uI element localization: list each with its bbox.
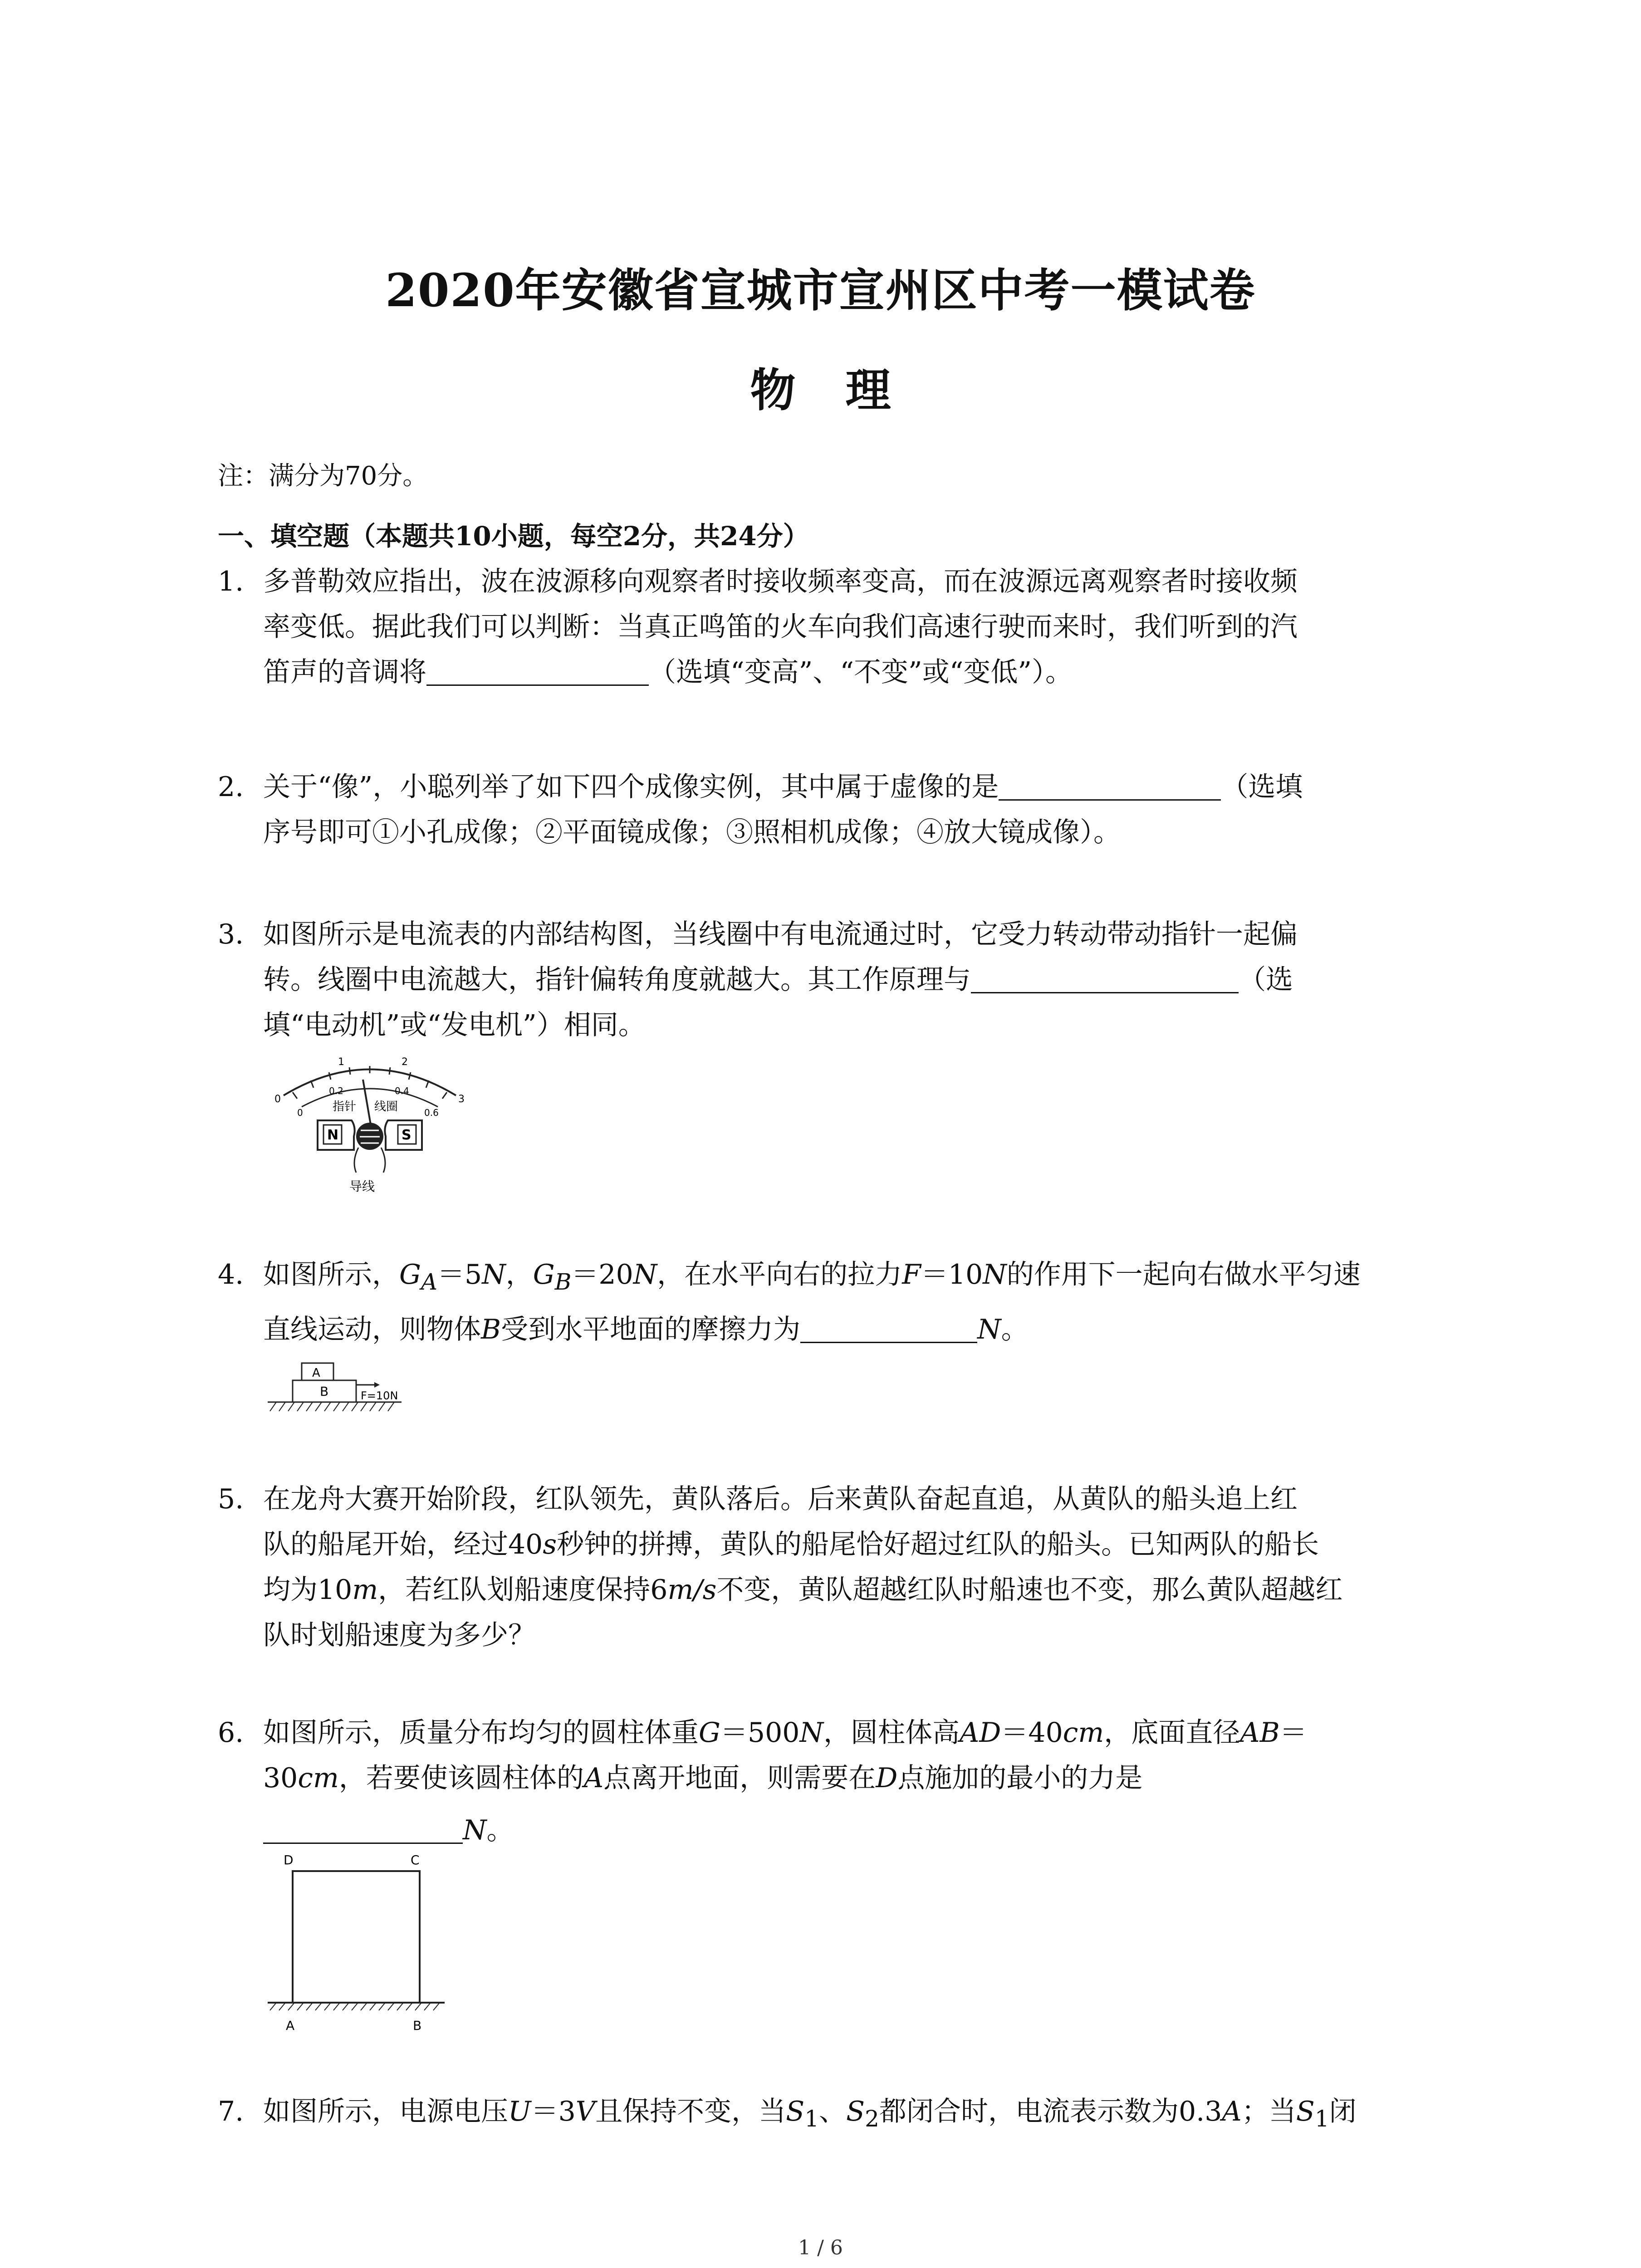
math-symbol: S xyxy=(846,2096,865,2127)
cylinder-figure xyxy=(265,1851,456,2037)
text: 都闭合时，电流表示数为0.3 xyxy=(879,2096,1222,2127)
text: 笛声的音调将 xyxy=(263,656,426,688)
question-number: 3. xyxy=(218,919,244,950)
text: ＝10 xyxy=(921,1259,983,1290)
text: ，若要使该圆柱体的 xyxy=(338,1762,584,1794)
question-line xyxy=(263,764,1452,810)
question-line: 在龙舟大赛开始阶段，红队领先，黄队落后。后来黄队奋起直追，从黄队的船头追上红 xyxy=(263,1483,1298,1515)
text: 队的船尾开始，经过40 xyxy=(263,1529,543,1560)
text: 关于“像”，小聪列举了如下四个成像实例，其中属于虚像的是 xyxy=(263,771,999,803)
question-number: 6. xyxy=(218,1717,244,1749)
math-subscript: B xyxy=(554,1269,572,1295)
text: 转。线圈中电流越大，指针偏转角度就越大。其工作原理与 xyxy=(263,964,971,996)
text: 且保持不变，当 xyxy=(595,2096,786,2127)
subject-char-1: 物 xyxy=(750,363,796,417)
math-symbol: AB xyxy=(1240,1717,1280,1749)
question-line xyxy=(263,1522,1452,1567)
pointer-needle xyxy=(363,1080,371,1127)
math-subscript: 2 xyxy=(865,2106,879,2132)
question-number: 5. xyxy=(218,1483,244,1515)
math-unit: N xyxy=(463,1814,487,1846)
inner-tick-label: 0.4 xyxy=(395,1085,409,1096)
outer-tick-label: 0 xyxy=(274,1094,281,1105)
question-line xyxy=(263,1252,1452,1305)
north-label: N xyxy=(327,1127,339,1143)
math-unit: V xyxy=(575,2096,596,2127)
ground-hatch xyxy=(270,1402,394,1411)
math-subscript: 1 xyxy=(1314,2106,1329,2132)
math-unit: N xyxy=(482,1259,506,1290)
question-number: 4. xyxy=(218,1259,244,1290)
math-symbol: G xyxy=(533,1259,555,1290)
blocks-figure xyxy=(265,1359,429,1422)
page-number: 1 / 6 xyxy=(798,2236,843,2259)
point-c-label: C xyxy=(411,1853,420,1867)
south-label: S xyxy=(402,1127,411,1143)
math-symbol: D xyxy=(876,1762,898,1794)
text: 闭 xyxy=(1329,2096,1357,2127)
math-symbol: A xyxy=(583,1762,604,1794)
math-symbol: G xyxy=(399,1259,421,1290)
question-number: 2. xyxy=(218,771,244,803)
math-unit: cm xyxy=(1063,1717,1104,1749)
text: 不变，黄队超越红队时船速也不变，那么黄队超越红 xyxy=(716,1574,1343,1606)
question-line xyxy=(263,1808,1452,1853)
question-line: 序号即可①小孔成像；②平面镜成像；③照相机成像；④放大镜成像）。 xyxy=(263,816,1121,848)
text: 点离开地面，则需要在 xyxy=(603,1762,876,1794)
math-unit: m/s xyxy=(667,1574,717,1606)
inner-tick-label: 0 xyxy=(297,1107,303,1118)
point-b-label: B xyxy=(413,2018,422,2033)
math-symbol: G xyxy=(699,1717,720,1749)
math-symbol: F xyxy=(902,1259,921,1290)
exam-title: 2020年安徽省宣城市宣州区中考一模试卷 xyxy=(385,264,1256,317)
math-unit: m xyxy=(352,1574,378,1606)
text: 、 xyxy=(819,2096,847,2127)
question-number: 1. xyxy=(218,566,244,597)
question-line: 队时划船速度为多少？ xyxy=(263,1619,535,1651)
text: ＝3 xyxy=(531,2096,576,2127)
answer-blank[interactable] xyxy=(426,657,649,686)
math-symbol: S xyxy=(786,2096,805,2127)
question-number: 7. xyxy=(218,2096,244,2127)
question-6 xyxy=(218,1710,1452,1853)
question-line: 多普勒效应指出，波在波源移向观察者时接收频率变高，而在波源远离观察者时接收频 xyxy=(263,566,1298,597)
block-b-label: B xyxy=(320,1384,329,1399)
math-symbol: AD xyxy=(959,1717,1001,1749)
force-label: F=10N xyxy=(361,1389,398,1402)
text: 。 xyxy=(1001,1314,1029,1345)
question-line xyxy=(263,957,1452,1002)
outer-tick-label: 3 xyxy=(458,1094,465,1105)
text: 。 xyxy=(486,1814,514,1846)
question-7 xyxy=(218,2089,1452,2141)
text: ，若红队划船速度保持6 xyxy=(378,1574,668,1606)
score-note: 注：满分为70分。 xyxy=(218,461,428,491)
text: 秒钟的拼搏，黄队的船尾恰好超过红队的船头。已知两队的船长 xyxy=(557,1529,1319,1560)
question-line xyxy=(263,650,1452,695)
point-d-label: D xyxy=(284,1853,294,1867)
answer-blank[interactable] xyxy=(971,965,1239,993)
ground-hatch xyxy=(270,2003,440,2010)
question-line xyxy=(263,1567,1452,1613)
text: ＝20 xyxy=(571,1259,633,1290)
question-line xyxy=(263,2089,1452,2141)
section-heading: 一、填空题（本题共10小题，每空2分，共24分） xyxy=(218,521,809,552)
text: 受到水平地面的摩擦力为 xyxy=(501,1314,801,1345)
text: ＝40 xyxy=(1001,1717,1063,1749)
wire xyxy=(354,1148,385,1173)
text: 如图所示，电源电压 xyxy=(263,2096,508,2127)
math-symbol: B xyxy=(481,1314,501,1345)
ammeter-figure xyxy=(265,1052,474,1202)
text: ；当 xyxy=(1241,2096,1296,2127)
question-line: 率变低。据此我们可以判断：当真正鸣笛的火车向我们高速行驶而来时，我们听到的汽 xyxy=(263,611,1298,643)
text: 30 xyxy=(263,1762,298,1794)
math-unit: N xyxy=(983,1259,1007,1290)
pointer-label: 指针 xyxy=(333,1100,357,1114)
block-a-label: A xyxy=(312,1366,320,1380)
question-5 xyxy=(218,1476,1452,1658)
question-line: 如图所示是电流表的内部结构图，当线圈中有电流通过时，它受力转动带动指针一起偏 xyxy=(263,919,1298,950)
coil-label: 线圈 xyxy=(374,1100,398,1114)
text: ，在水平向右的拉力 xyxy=(657,1259,902,1290)
question-line xyxy=(263,1755,1452,1801)
point-a-label: A xyxy=(286,2018,295,2033)
text: ＝5 xyxy=(437,1259,482,1290)
outer-tick-label: 1 xyxy=(338,1056,344,1068)
math-unit: N xyxy=(799,1717,823,1749)
question-1 xyxy=(218,559,1452,695)
subject-char-2: 理 xyxy=(845,363,891,417)
math-unit: s xyxy=(543,1529,557,1560)
text: ，圆柱体高 xyxy=(823,1717,960,1749)
inner-tick-label: 0.6 xyxy=(424,1107,439,1118)
text: ， xyxy=(505,1259,533,1290)
question-2 xyxy=(218,764,1452,855)
answer-blank[interactable] xyxy=(800,1315,977,1343)
text: 直线运动，则物体 xyxy=(263,1314,481,1345)
cylinder-rect xyxy=(293,1871,420,2003)
text: 的作用下一起向右做水平匀速 xyxy=(1006,1259,1361,1290)
text: ，底面直径 xyxy=(1104,1717,1240,1749)
answer-blank[interactable] xyxy=(999,772,1221,801)
math-symbol: S xyxy=(1296,2096,1315,2127)
math-unit: N xyxy=(977,1314,1001,1345)
math-subscript: A xyxy=(421,1269,438,1295)
text: ＝500 xyxy=(720,1717,800,1749)
math-unit: A xyxy=(1222,2096,1242,2127)
inner-tick-label: 0.2 xyxy=(329,1085,343,1096)
answer-blank[interactable] xyxy=(263,1815,463,1844)
question-line xyxy=(263,1710,1452,1755)
text: 如图所示，质量分布均匀的圆柱体重 xyxy=(263,1717,699,1749)
question-3 xyxy=(218,912,1452,1048)
question-4 xyxy=(218,1252,1452,1352)
text: ＝ xyxy=(1279,1717,1307,1749)
text: （选填“变高”、“不变”或“变低”）。 xyxy=(649,656,1073,688)
text: （选 xyxy=(1239,964,1293,996)
outer-tick-label: 2 xyxy=(402,1056,408,1068)
question-line xyxy=(263,1307,1452,1352)
wire-label: 导线 xyxy=(349,1179,375,1194)
math-unit: N xyxy=(633,1259,657,1290)
math-unit: cm xyxy=(298,1762,339,1794)
math-symbol: U xyxy=(508,2096,531,2127)
text: 如图所示， xyxy=(263,1259,399,1290)
math-subscript: 1 xyxy=(804,2106,819,2132)
question-line: 填“电动机”或“发电机”）相同。 xyxy=(263,1009,646,1041)
text: 均为10 xyxy=(263,1574,353,1606)
text: （选填 xyxy=(1221,771,1303,803)
text: 点施加的最小的力是 xyxy=(897,1762,1143,1794)
subject-heading xyxy=(0,354,1641,419)
